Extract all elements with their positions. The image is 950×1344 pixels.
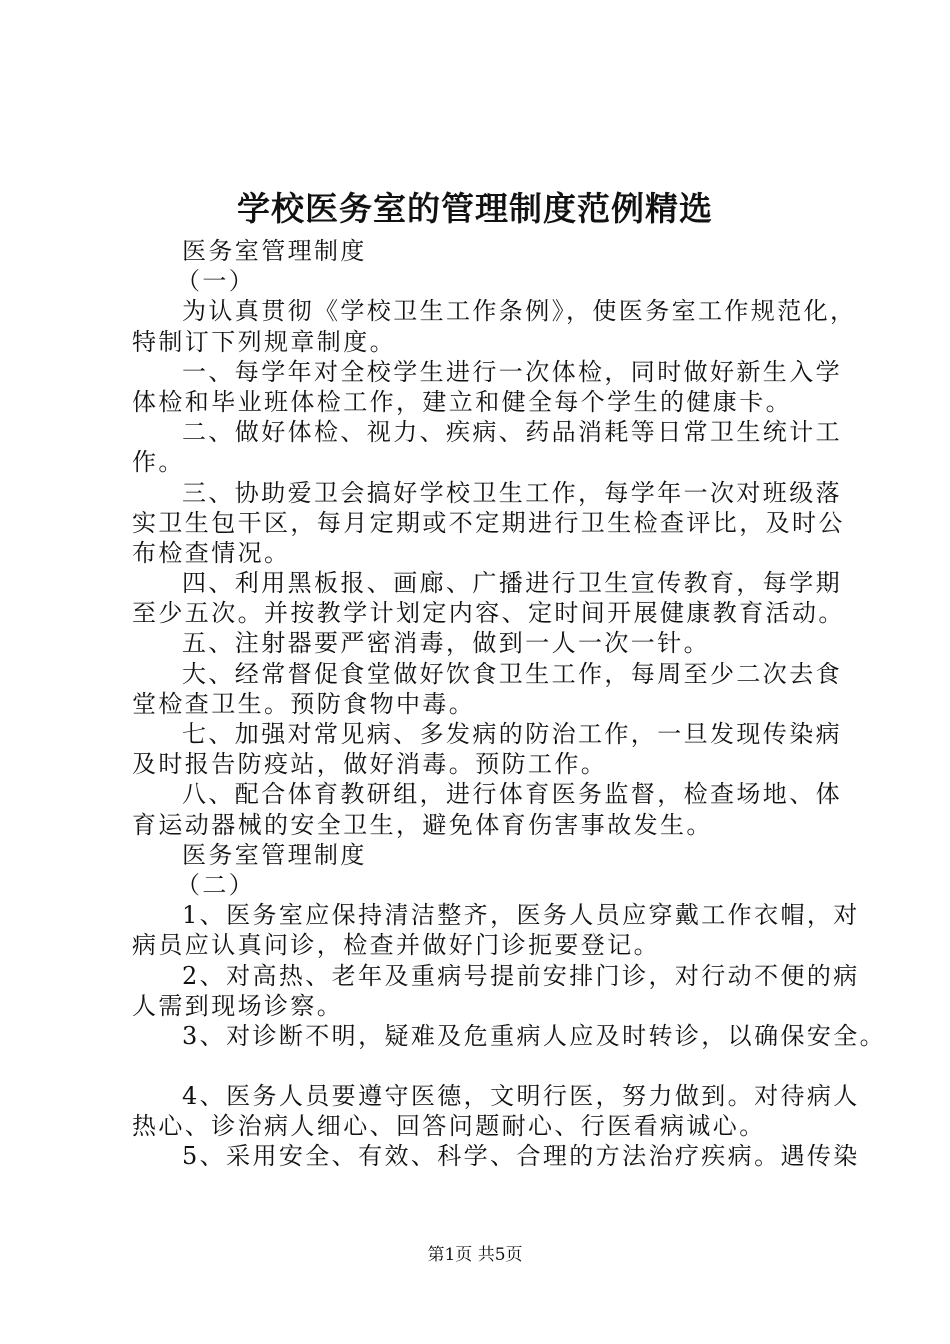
paragraph-line: 五、注射器要严密消毒，做到一人一次一针。 [182, 629, 710, 658]
page-footer: 第1页 共5页 [427, 1245, 523, 1265]
paragraph-line: 一、每学年对全校学生进行一次体检，同时做好新生入学 [182, 357, 842, 386]
paragraph-line: 育运动器械的安全卫生，避免体育伤害事故发生。 [132, 810, 713, 839]
section-number: （二） [176, 870, 256, 899]
paragraph-line: 二、做好体检、视力、疾病、药品消耗等日常卫生统计工 [182, 418, 842, 447]
paragraph-line: 热心、诊治病人细心、回答问题耐心、行医看病诚心。 [132, 1112, 766, 1141]
paragraph-line: 堂检查卫生。预防食物中毒。 [132, 689, 476, 718]
paragraph-line: 八、配合体育教研组，进行体育医务监督，检查场地、体 [182, 780, 842, 809]
paragraph-line: 及时报告防疫站，做好消毒。预防工作。 [132, 750, 608, 779]
paragraph-line: 3、对诊断不明，疑难及危重病人应及时转诊，以确保安全。 [182, 1021, 887, 1050]
paragraph-line: 4、医务人员要遵守医德，文明行医，努力做到。对待病人 [182, 1082, 860, 1111]
paragraph-line: 人需到现场诊察。 [132, 991, 344, 1020]
paragraph-line: 四、利用黑板报、画廊、广播进行卫生宣传教育，每学期 [182, 569, 842, 598]
blank-line [132, 1051, 852, 1081]
paragraph-line: 作。 [132, 448, 185, 477]
section-heading: 医务室管理制度 [182, 840, 367, 869]
paragraph-line: 为认真贯彻《学校卫生工作条例》，使医务室工作规范化， [182, 297, 857, 326]
paragraph-line: 大、经常督促食堂做好饮食卫生工作，每周至少二次去食 [182, 659, 842, 688]
section-number: （一） [176, 267, 256, 296]
document-body [132, 236, 887, 1172]
document-title: 学校医务室的管理制度范例精选 [237, 189, 713, 228]
paragraph-line: 七、加强对常见病、多发病的防治工作，一旦发现传染病 [182, 720, 842, 748]
paragraph-line: 体检和毕业班体检工作，建立和健全每个学生的健康卡。 [132, 387, 792, 416]
paragraph-line: 特制订下列规章制度。 [132, 327, 396, 356]
paragraph-line: 布检查情况。 [132, 538, 291, 567]
paragraph-line: 5、采用安全、有效、科学、合理的方法治疗疾病。遇传染 [182, 1142, 860, 1171]
section-heading: 医务室管理制度 [182, 237, 367, 265]
paragraph-line: 三、协助爱卫会搞好学校卫生工作，每学年一次对班级落 [182, 478, 842, 507]
paragraph-line: 实卫生包干区，每月定期或不定期进行卫生检查评比，及时公 [132, 508, 845, 537]
paragraph-line: 2、对高热、老年及重病号提前安排门诊，对行动不便的病 [182, 961, 860, 990]
paragraph-line: 1、医务室应保持清洁整齐，医务人员应穿戴工作衣帽，对 [182, 901, 860, 930]
paragraph-line: 病员应认真问诊，检查并做好门诊扼要登记。 [132, 931, 660, 960]
paragraph-line: 至少五次。并按教学计划定内容、定时间开展健康教育活动。 [132, 599, 845, 628]
